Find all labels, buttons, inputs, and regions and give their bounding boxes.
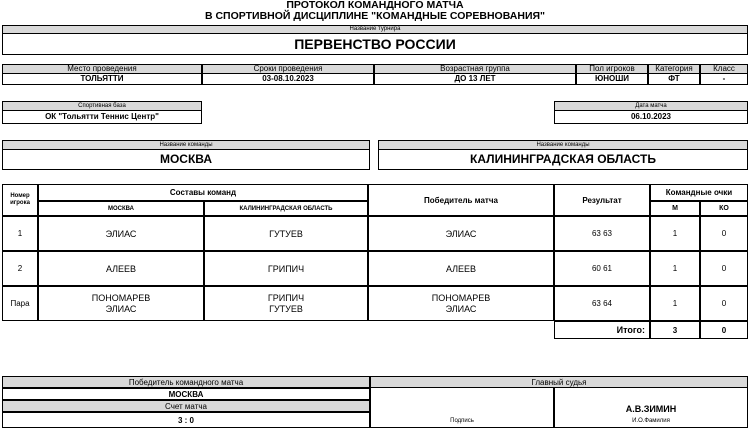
th-lineups: Составы команд (38, 184, 368, 201)
protocol-subtitle: В СПОРТИВНОЙ ДИСЦИПЛИНЕ "КОМАНДНЫЕ СОРЕВНОВАНИЯ" (204, 10, 546, 22)
row1-points-ko: 0 (700, 216, 748, 251)
dates-value: 03-08.10.2023 (202, 74, 374, 85)
match-score-label: Счет матча (2, 400, 370, 412)
th-result: Результат (554, 184, 650, 216)
row1-result: 63 63 (554, 216, 650, 251)
row2-result: 60 61 (554, 251, 650, 286)
row2-team1-player: АЛЕЕВ (38, 251, 204, 286)
row3-number: Пара (2, 286, 38, 321)
results-table (0, 184, 750, 344)
row3-team2-player-a: ГРИПИЧ (267, 292, 305, 303)
tournament-label: Название турнира (2, 25, 748, 34)
row2-points-ko: 0 (700, 251, 748, 286)
row1-winner: ЭЛИАС (368, 216, 554, 251)
total-label: Итого: (554, 321, 650, 339)
row1-points-m: 1 (650, 216, 700, 251)
match-date-label: Дата матча (554, 101, 748, 111)
match-score-value: 3 : 0 (2, 412, 370, 428)
team1-name: МОСКВА (2, 150, 370, 170)
th-player-number: Номер игрока (2, 184, 38, 216)
row2-points-m: 1 (650, 251, 700, 286)
total-points-m: 3 (650, 321, 700, 339)
category-label: Категория (648, 64, 700, 74)
team1-label: Название команды (2, 140, 370, 150)
row1-team1-player: ЭЛИАС (38, 216, 204, 251)
row1-team2-player: ГУТУЕВ (204, 216, 368, 251)
tournament-name: ПЕРВЕНСТВО РОССИИ (2, 34, 748, 55)
row1-number: 1 (2, 216, 38, 251)
row3-team1-players (38, 286, 204, 321)
row3-team2-players (204, 286, 368, 321)
base-label: Спортивная база (2, 101, 202, 111)
match-date-value: 06.10.2023 (554, 111, 748, 124)
dates-label: Сроки проведения (202, 64, 374, 74)
gender-value: ЮНОШИ (576, 74, 648, 85)
row2-number: 2 (2, 251, 38, 286)
row2-team2-player: ГРИПИЧ (204, 251, 368, 286)
chief-judge-label: Главный судья (370, 376, 748, 388)
th-team2: КАЛИНИНГРАДСКАЯ ОБЛАСТЬ (204, 201, 368, 216)
row3-winner-a: ПОНОМАРЕВ (431, 292, 491, 303)
row3-points-ko: 0 (700, 286, 748, 321)
th-team-points: Командные очки (650, 184, 748, 201)
signature-label: Подпись (450, 418, 474, 424)
team2-label: Название команды (378, 140, 748, 150)
th-team1: МОСКВА (38, 201, 204, 216)
row3-result: 63 64 (554, 286, 650, 321)
th-winner: Победитель матча (368, 184, 554, 216)
base-value: ОК "Тольятти Теннис Центр" (2, 111, 202, 124)
total-points-ko: 0 (700, 321, 748, 339)
category-value: ФТ (648, 74, 700, 85)
footer-block (0, 376, 750, 430)
judge-name-box (554, 388, 748, 428)
class-value: - (700, 74, 748, 85)
signature-box (370, 388, 554, 428)
class-label: Класс (700, 64, 748, 74)
row3-points-m: 1 (650, 286, 700, 321)
match-winner-value: МОСКВА (2, 388, 370, 400)
judge-fio-label: И.О.Фамилия (632, 418, 670, 424)
row3-team1-player-a: ПОНОМАРЕВ (91, 292, 151, 303)
protocol-title: ПРОТОКОЛ КОМАНДНОГО МАТЧА (286, 0, 464, 11)
match-winner-label: Победитель командного матча (2, 376, 370, 388)
row3-team1-player-b: ЭЛИАС (105, 303, 137, 314)
th-points-ko: КО (700, 201, 748, 216)
venue-label: Место проведения (2, 64, 202, 74)
row3-winner-b: ЭЛИАС (445, 303, 477, 314)
th-points-m: М (650, 201, 700, 216)
info-row (2, 64, 748, 85)
gender-label: Пол игроков (576, 64, 648, 74)
row3-winner (368, 286, 554, 321)
age-value: ДО 13 ЛЕТ (374, 74, 576, 85)
team2-name: КАЛИНИНГРАДСКАЯ ОБЛАСТЬ (378, 150, 748, 170)
row3-team2-player-b: ГУТУЕВ (269, 303, 303, 314)
age-label: Возрастная группа (374, 64, 576, 74)
judge-name: А.В.ЗИМИН (625, 404, 677, 414)
venue-value: ТОЛЬЯТТИ (2, 74, 202, 85)
row2-winner: АЛЕЕВ (368, 251, 554, 286)
